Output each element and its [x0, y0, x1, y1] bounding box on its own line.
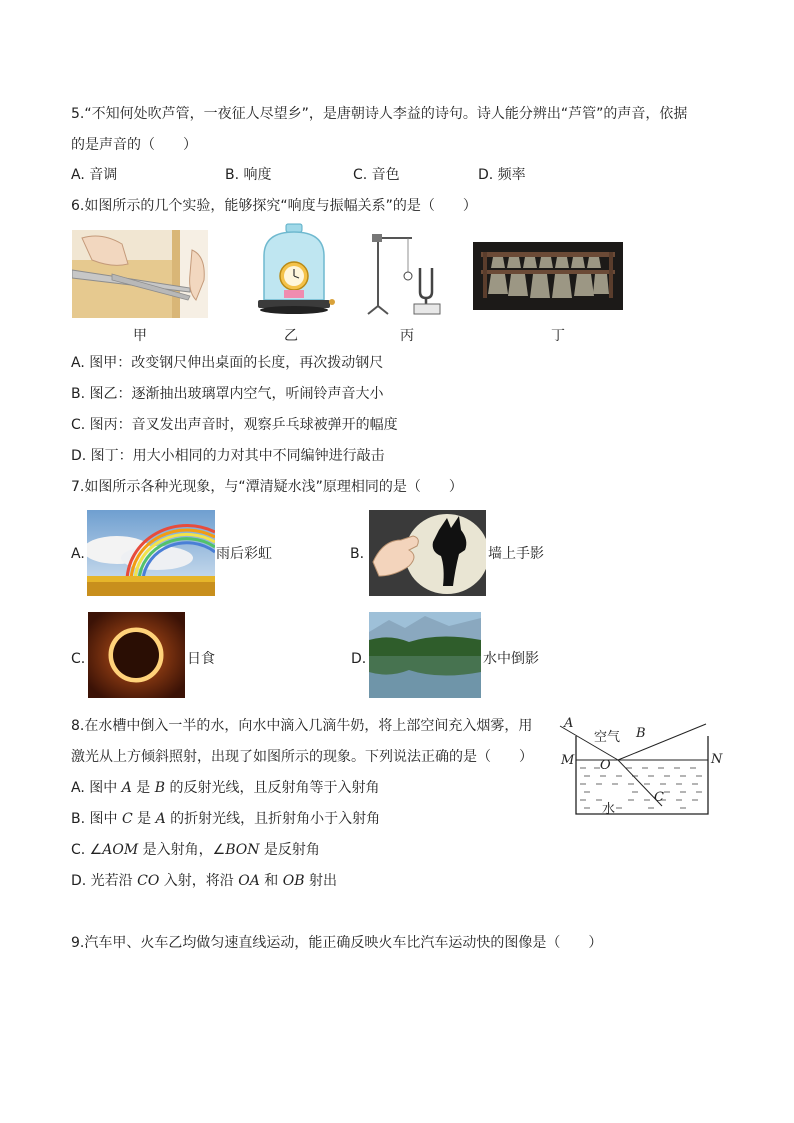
q6-option-a: A. 图甲：改变钢尺伸出桌面的长度，再次拨动钢尺: [71, 355, 384, 371]
tuning-fork-image: [362, 226, 452, 318]
point-b-label: B: [636, 726, 646, 741]
q7-option-b-label: 墙上手影: [488, 546, 544, 562]
q6-stem: 6.如图所示的几个实验，能够探究“响度与振幅关系”的是（ ）: [71, 198, 477, 214]
chime-bells-image: [473, 242, 623, 310]
point-a-label: A: [564, 716, 574, 731]
figure-jia-caption: 甲: [133, 328, 147, 344]
q7-option-b-letter: B.: [350, 546, 365, 562]
q6-option-b: B. 图乙：逐渐抽出玻璃罩内空气，听闹铃声音大小: [71, 386, 384, 402]
q8-option-b: B. 图中 C 是 A 的折射光线，且折射角小于入射角: [71, 811, 381, 827]
solar-eclipse-image: [88, 612, 185, 698]
q7-option-c-letter: C.: [71, 651, 86, 667]
q7-option-c-label: 日食: [187, 651, 215, 667]
figure-bing-caption: 丙: [400, 328, 414, 344]
q5-option-a: A. 音调: [71, 167, 118, 183]
q8-option-d: D. 光若沿 CO 入射，将沿 OA 和 OB 射出: [71, 873, 337, 889]
q7-option-d-label: 水中倒影: [483, 651, 539, 667]
water-label: 水: [602, 802, 616, 817]
q6-option-c: C. 图丙：音叉发出声音时，观察乒乓球被弹开的幅度: [71, 417, 398, 433]
point-m-label: M: [561, 753, 575, 768]
q5-option-b: B. 响度: [225, 167, 272, 183]
hand-shadow-image: [369, 510, 486, 596]
q7-option-a-label: 雨后彩虹: [216, 546, 272, 562]
q8-stem-line2: 激光从上方倾斜照射，出现了如图所示的现象。下列说法正确的是（ ）: [71, 749, 533, 765]
ruler-on-table-image: [72, 230, 208, 318]
figure-ding-caption: 丁: [551, 328, 565, 344]
q5-stem-line1: 5.“不知何处吹芦管，一夜征人尽望乡”，是唐朝诗人李益的诗句。诗人能分辨出“芦管”的声音，依据: [71, 106, 688, 122]
q9-stem: 9.汽车甲、火车乙均做匀速直线运动，能正确反映火车比汽车运动快的图像是（ ）: [71, 935, 603, 951]
q5-option-c: C. 音色: [353, 167, 400, 183]
bell-jar-image: [252, 222, 336, 316]
rainbow-image: [87, 510, 215, 596]
q6-option-d: D. 图丁：用大小相同的力对其中不同编钟进行敲击: [71, 448, 385, 464]
figure-yi-caption: 乙: [284, 328, 298, 344]
q7-option-a-letter: A.: [71, 546, 85, 562]
point-c-label: C: [654, 790, 664, 805]
q5-option-d: D. 频率: [478, 167, 526, 183]
q7-option-d-letter: D.: [351, 651, 367, 667]
point-o-label: O: [600, 758, 611, 773]
q7-stem: 7.如图所示各种光现象，与“潭清疑水浅”原理相同的是（ ）: [71, 479, 463, 495]
q8-option-c: C. ∠AOM 是入射角，∠BON 是反射角: [71, 842, 320, 858]
q8-stem-line1: 8.在水槽中倒入一半的水，向水中滴入几滴牛奶，将上部空间充入烟雾，用: [71, 718, 533, 734]
air-label: 空气: [594, 730, 621, 745]
q5-stem-line2: 的是声音的（ ）: [71, 137, 197, 153]
water-tank-diagram: [556, 716, 728, 818]
point-n-label: N: [711, 752, 723, 767]
q8-option-a: A. 图中 A 是 B 的反射光线，且反射角等于入射角: [71, 780, 380, 796]
water-reflection-image: [369, 612, 481, 698]
